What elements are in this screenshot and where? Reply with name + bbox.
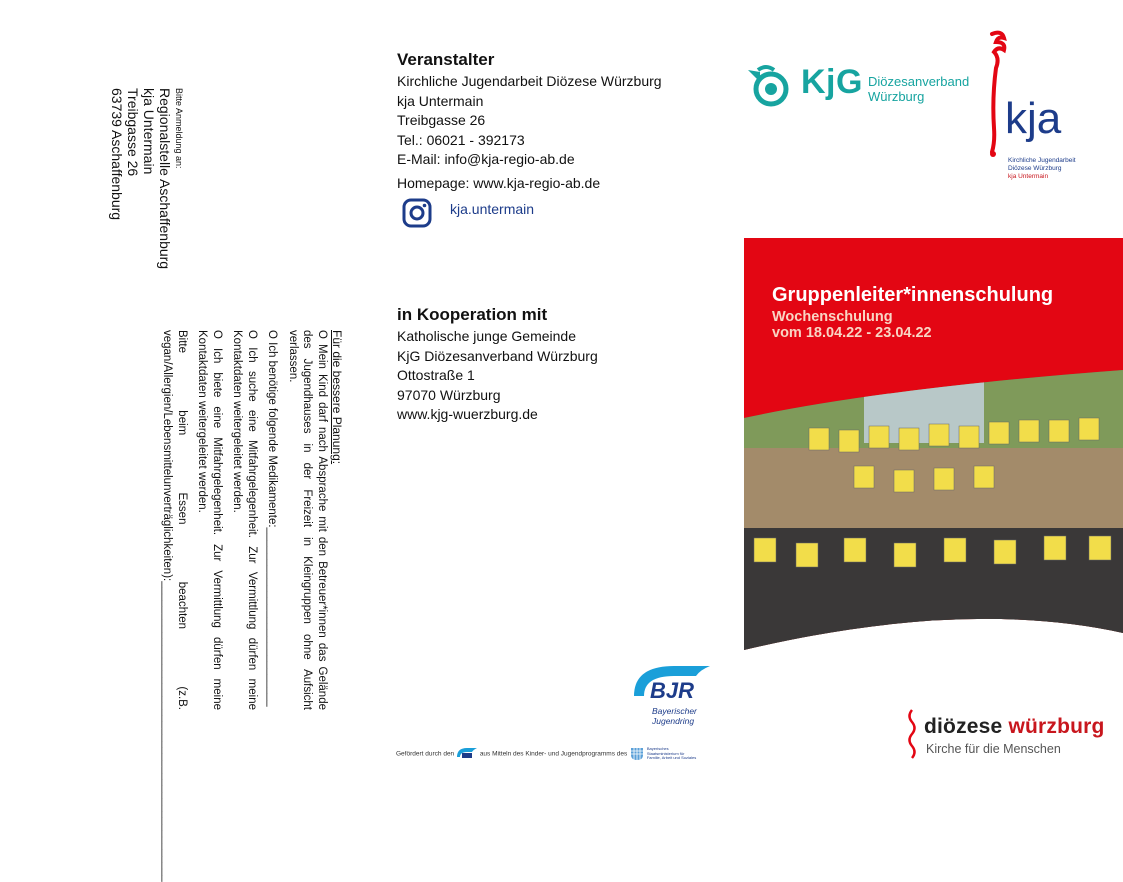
bjr-caption [652,706,722,726]
coop-website[interactable]: www.kjg-wuerzburg.de [397,406,538,422]
bavarian-crest-icon [629,747,645,761]
bjr-small-icon [456,747,478,761]
organizer-line: Kirchliche Jugendarbeit Diözese Würzburg [397,73,662,89]
kjg-logo-icon [744,62,792,110]
cover-subtitle-line: Wochenschulung [772,309,893,325]
organizer-homepage[interactable]: Homepage: www.kja-regio-ab.de [397,174,601,191]
planning-item: O Ich biete eine Mitfahrgelegenheit. Zur Vermittlung dürfen meine Kontaktdaten weitergeleitet werden. [196,330,223,710]
instagram-handle[interactable]: kja.untermain [450,201,535,217]
dioezese-word: diözese [924,715,1003,738]
funding-prefix: Gefördert durch den [396,750,455,758]
kjg-subtitle [868,74,969,104]
organizer-line: kja Untermain [397,92,484,109]
mailing-address [109,88,185,269]
registration-note: Bitte Anmeldung an: [174,88,184,169]
funding-middle: aus Mitteln des Kinder- und Jugendprogramms des [479,750,628,758]
funding-note [396,747,697,761]
organizer-email[interactable]: E-Mail: info@kja-regio-ab.de [397,151,575,167]
dioezese-wordmark [924,715,1105,739]
coop-line: 97070 Würzburg [397,386,501,403]
instagram-icon[interactable] [402,198,432,228]
organizer-line: Treibgasse 26 [397,112,486,128]
address-line: 63739 Aschaffenburg [109,88,125,221]
organizer-section [397,50,662,193]
kjg-wordmark: KjG [801,63,863,101]
kjg-subtitle-line: Diözesanverband [868,74,970,89]
organizer-heading: Veranstalter [397,50,495,69]
kja-wordmark: kja [1005,94,1062,143]
bjr-line: Jugendring [652,716,695,726]
kjg-subtitle-line: Würzburg [868,89,925,104]
kja-subtitle-line: Diözese Würzburg [1008,165,1062,172]
planning-heading: Für die bessere Planung: [330,330,344,465]
cooperation-heading: in Kooperation mit [397,305,548,324]
address-line: Regionalstelle Aschaffenburg [157,88,173,270]
dioezese-bracket-icon [906,708,918,760]
planning-item: O Ich benötige folgende Medikamente:____________________________ [266,330,279,707]
cover-dates: vom 18.04.22 - 23.04.22 [772,325,932,341]
organizer-phone: Tel.: 06021 - 392173 [397,131,525,148]
address-line: kja Untermain [141,88,157,175]
coop-line: KjG Diözesanverband Würzburg [397,347,598,364]
bjr-mark: BJR [650,678,695,703]
planning-item: O Ich suche eine Mitfahrgelegenheit. Zur Vermittlung dürfen meine Kontaktdaten weitergeleitet werden. [231,330,258,710]
coop-line: Katholische junge Gemeinde [397,328,577,344]
dioezese-tagline: Kirche für die Menschen [926,742,1061,756]
planning-item: O Mein Kind darf nach Absprache mit den Betreuer*innen das Gelände des Jugendhauses in der Freizeit in Kleingruppen ohne Aufsicht verlassen. [287,330,328,710]
coop-line: Ottostraße 1 [397,367,475,383]
kja-subtitle-line: kja Untermain [1008,173,1049,180]
wuerzburg-word: würzburg [1008,715,1105,738]
planning-section [154,330,345,882]
cover-subtitle [772,309,932,341]
kja-subtitle-line: Kirchliche Jugendarbeit [1008,157,1076,164]
bjr-line: Bayerischer [652,706,697,716]
cover-title: Gruppenleiter*innenschulung [772,284,1054,306]
kja-subtitle [1008,157,1076,181]
cooperation-section [397,305,598,425]
address-line: Treibgasse 26 [125,88,141,177]
funding-ministry: Bayerisches Staatsministerium für Familie, Arbeit und Soziales [646,746,697,761]
planning-item: Bitte beim Essen beachten (z.B. vegan/Allergien/Lebensmittelunverträglichkeiten):_______________________________________________ [161,330,188,882]
